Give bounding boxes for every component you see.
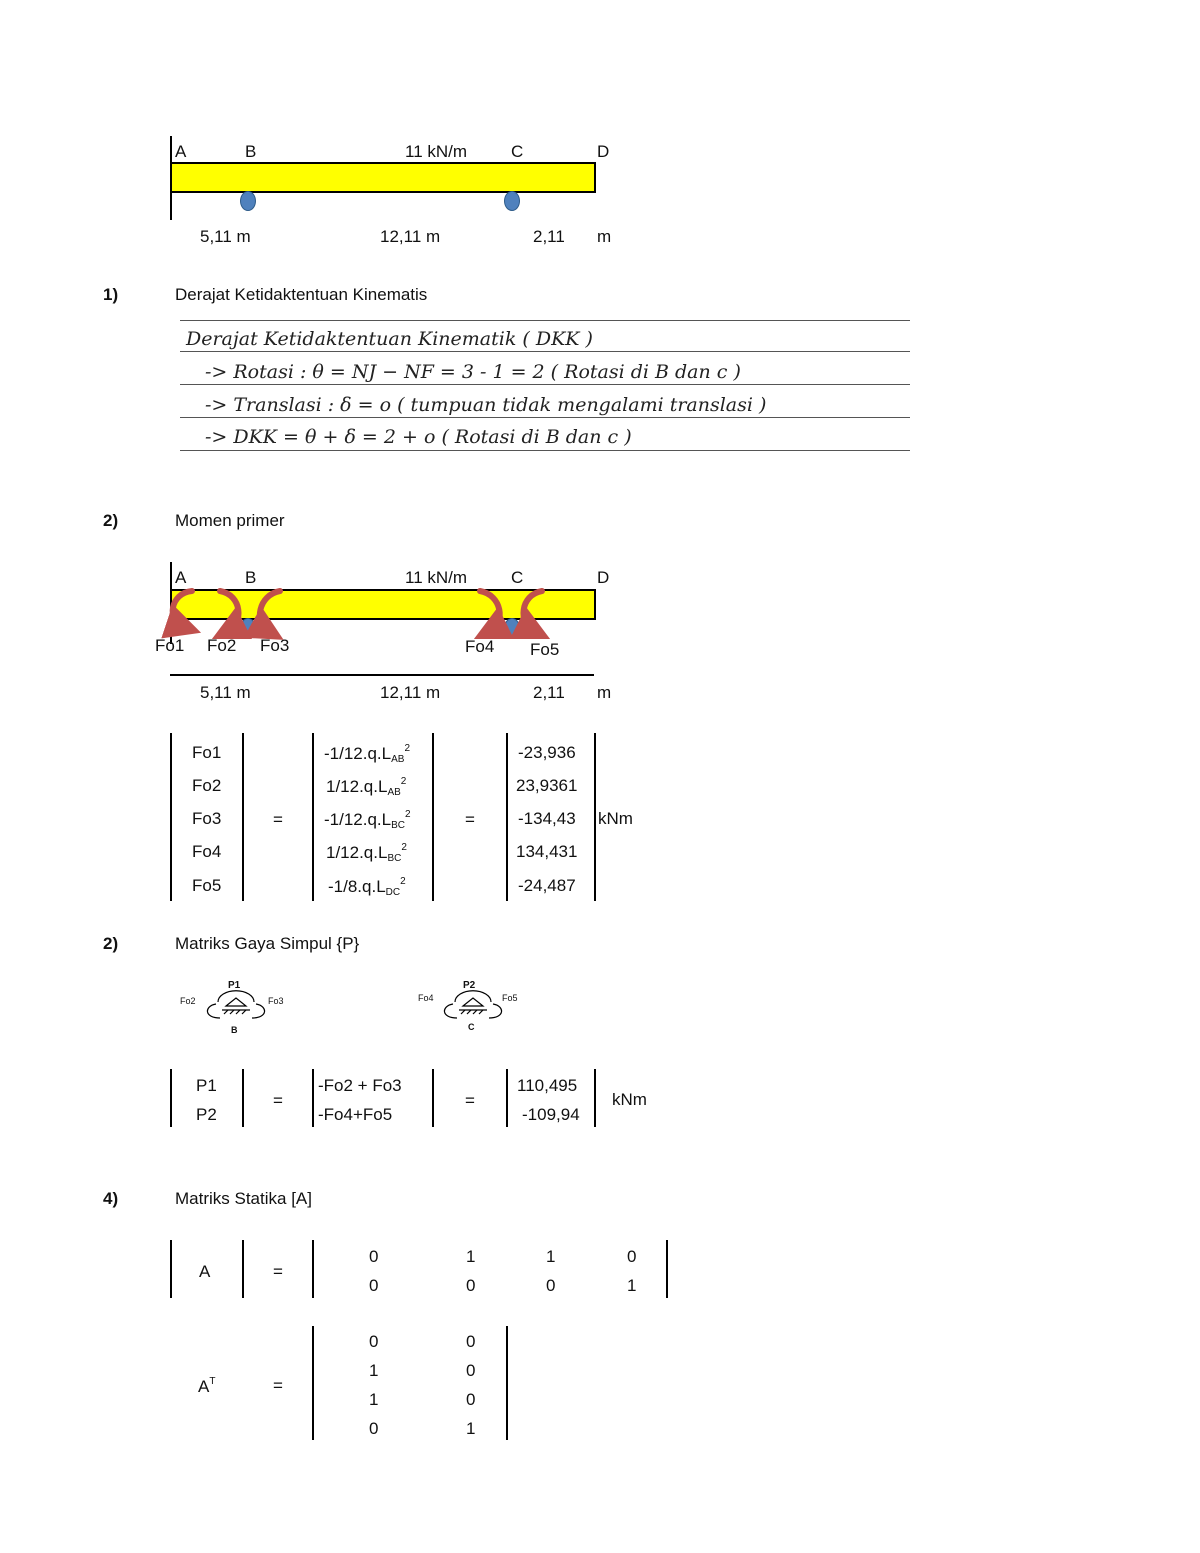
at-eq: =	[273, 1376, 283, 1395]
moment-arrow-fo5	[524, 591, 542, 631]
fem-left-1: Fo2	[192, 776, 222, 795]
p-value-0: 110,495	[517, 1076, 578, 1095]
a-r0-c1: 1	[466, 1247, 476, 1266]
fem-eq-1: =	[273, 810, 283, 829]
node-c-left: Fo4	[418, 993, 434, 1003]
moment-label-fo5: Fo5	[530, 640, 560, 659]
hand-line-1: Derajat Ketidaktentuan Kinematik ( DKK )	[186, 328, 593, 350]
fem-value-3: 134,431	[516, 842, 578, 861]
beam-body	[170, 162, 596, 193]
span-ab: 5,11 m	[200, 227, 251, 246]
fem-formula-1: $1/12.q.L_{AB}^2$	[326, 776, 407, 798]
fem-value-4: -24,487	[518, 876, 576, 895]
fem-unit: kNm	[598, 809, 633, 828]
fem-value-1: 23,9361	[516, 776, 578, 795]
at-r0-c1: 0	[466, 1332, 476, 1351]
span-unit: m	[597, 227, 612, 246]
fem-formula-0: $-1/12.q.L_{AB}^2$	[324, 743, 411, 765]
p-formula-0: -Fo2 + Fo3	[318, 1076, 402, 1095]
label-c: C	[511, 142, 524, 161]
fem-left-4: Fo5	[192, 876, 222, 895]
moment-arrow-fo4	[480, 591, 500, 631]
moment-label-fo1: Fo1	[155, 636, 185, 655]
moment-arrow-fo3	[260, 591, 280, 631]
support-c	[504, 191, 520, 211]
label-c: C	[511, 568, 524, 587]
support-b	[240, 191, 256, 211]
node-b-left: Fo2	[180, 996, 196, 1006]
a-r0-c2: 1	[546, 1247, 556, 1266]
at-label: $A^T$	[198, 1376, 216, 1396]
a-r1-c0: 0	[369, 1276, 379, 1295]
fem-formula-2: $-1/12.q.L_{BC}^2$	[324, 809, 411, 831]
fem-left-0: Fo1	[192, 743, 222, 762]
fem-value-0: -23,936	[518, 743, 576, 762]
hand-line-2: -> Rotasi : θ = NJ − NF = 3 - 1 = 2 ( Rotasi di B dan c )	[205, 361, 741, 383]
label-a: A	[175, 568, 187, 587]
span-unit: m	[597, 683, 612, 702]
p-formula-1: -Fo4+Fo5	[318, 1105, 393, 1124]
node-c-right: Fo5	[502, 993, 518, 1003]
moment-arrow-fo2	[220, 591, 238, 631]
span-cd: 2,11	[533, 683, 565, 702]
section-4-number: 4)	[103, 1189, 119, 1208]
section-4-title: Matriks Statika [A]	[175, 1189, 312, 1208]
span-cd: 2,11	[533, 227, 565, 246]
at-r1-c0: 1	[369, 1361, 379, 1380]
node-b-bottom: B	[231, 1025, 238, 1035]
fem-left-2: Fo3	[192, 809, 222, 828]
span-bc: 12,11 m	[380, 683, 441, 702]
dimension-line	[170, 674, 594, 676]
node-b-right: Fo3	[268, 996, 284, 1006]
fem-left-3: Fo4	[192, 842, 222, 861]
fem-formula-4: $-1/8.q.L_{DC}^2$	[328, 876, 406, 898]
label-b: B	[245, 568, 257, 587]
at-r2-c0: 1	[369, 1390, 379, 1409]
node-b-top: P1	[228, 980, 241, 991]
span-bc: 12,11 m	[380, 227, 441, 246]
p-unit: kNm	[612, 1090, 647, 1109]
section-2-title: Momen primer	[175, 511, 285, 530]
node-c-sketch	[433, 988, 513, 1024]
load-label: 11 kN/m	[405, 142, 468, 161]
a-eq: =	[273, 1262, 283, 1281]
section-3-number: 2)	[103, 934, 119, 953]
p-left-1: P2	[196, 1105, 217, 1124]
section-2-number: 2)	[103, 511, 119, 530]
label-d: D	[597, 568, 610, 587]
fem-value-2: -134,43	[518, 809, 576, 828]
load-label: 11 kN/m	[405, 568, 468, 587]
label-d: D	[597, 142, 610, 161]
p-eq-2: =	[465, 1091, 475, 1110]
a-r0-c3: 0	[627, 1247, 637, 1266]
at-r1-c1: 0	[466, 1361, 476, 1380]
label-a: A	[175, 142, 187, 161]
p-eq-1: =	[273, 1091, 283, 1110]
a-r1-c2: 0	[546, 1276, 556, 1295]
node-b-sketch	[196, 988, 276, 1024]
at-r3-c0: 0	[369, 1419, 379, 1438]
p-value-1: -109,94	[522, 1105, 580, 1124]
at-r0-c0: 0	[369, 1332, 379, 1351]
fem-eq-2: =	[465, 810, 475, 829]
node-c-top: P2	[463, 980, 476, 991]
a-r1-c1: 0	[466, 1276, 476, 1295]
fem-formula-3: $1/12.q.L_{BC}^2$	[326, 842, 407, 864]
node-c-bottom: C	[468, 1022, 475, 1032]
hand-line-4: -> DKK = θ + δ = 2 + o ( Rotasi di B dan c )	[205, 426, 632, 448]
a-r0-c0: 0	[369, 1247, 379, 1266]
moment-label-fo2: Fo2	[207, 636, 237, 655]
label-b: B	[245, 142, 257, 161]
p-left-0: P1	[196, 1076, 217, 1095]
at-r2-c1: 0	[466, 1390, 476, 1409]
section-1-title: Derajat Ketidaktentuan Kinematis	[175, 285, 428, 304]
moment-label-fo3: Fo3	[260, 636, 290, 655]
a-r1-c3: 1	[627, 1276, 637, 1295]
a-label: A	[199, 1262, 211, 1281]
moment-label-fo4: Fo4	[465, 637, 495, 656]
at-r3-c1: 1	[466, 1419, 476, 1438]
section-1-number: 1)	[103, 285, 119, 304]
moment-arrow-fo1	[173, 591, 192, 627]
hand-line-3: -> Translasi : δ = o ( tumpuan tidak mengalami translasi )	[205, 394, 767, 416]
span-ab: 5,11 m	[200, 683, 251, 702]
section-3-title: Matriks Gaya Simpul {P}	[175, 934, 360, 953]
